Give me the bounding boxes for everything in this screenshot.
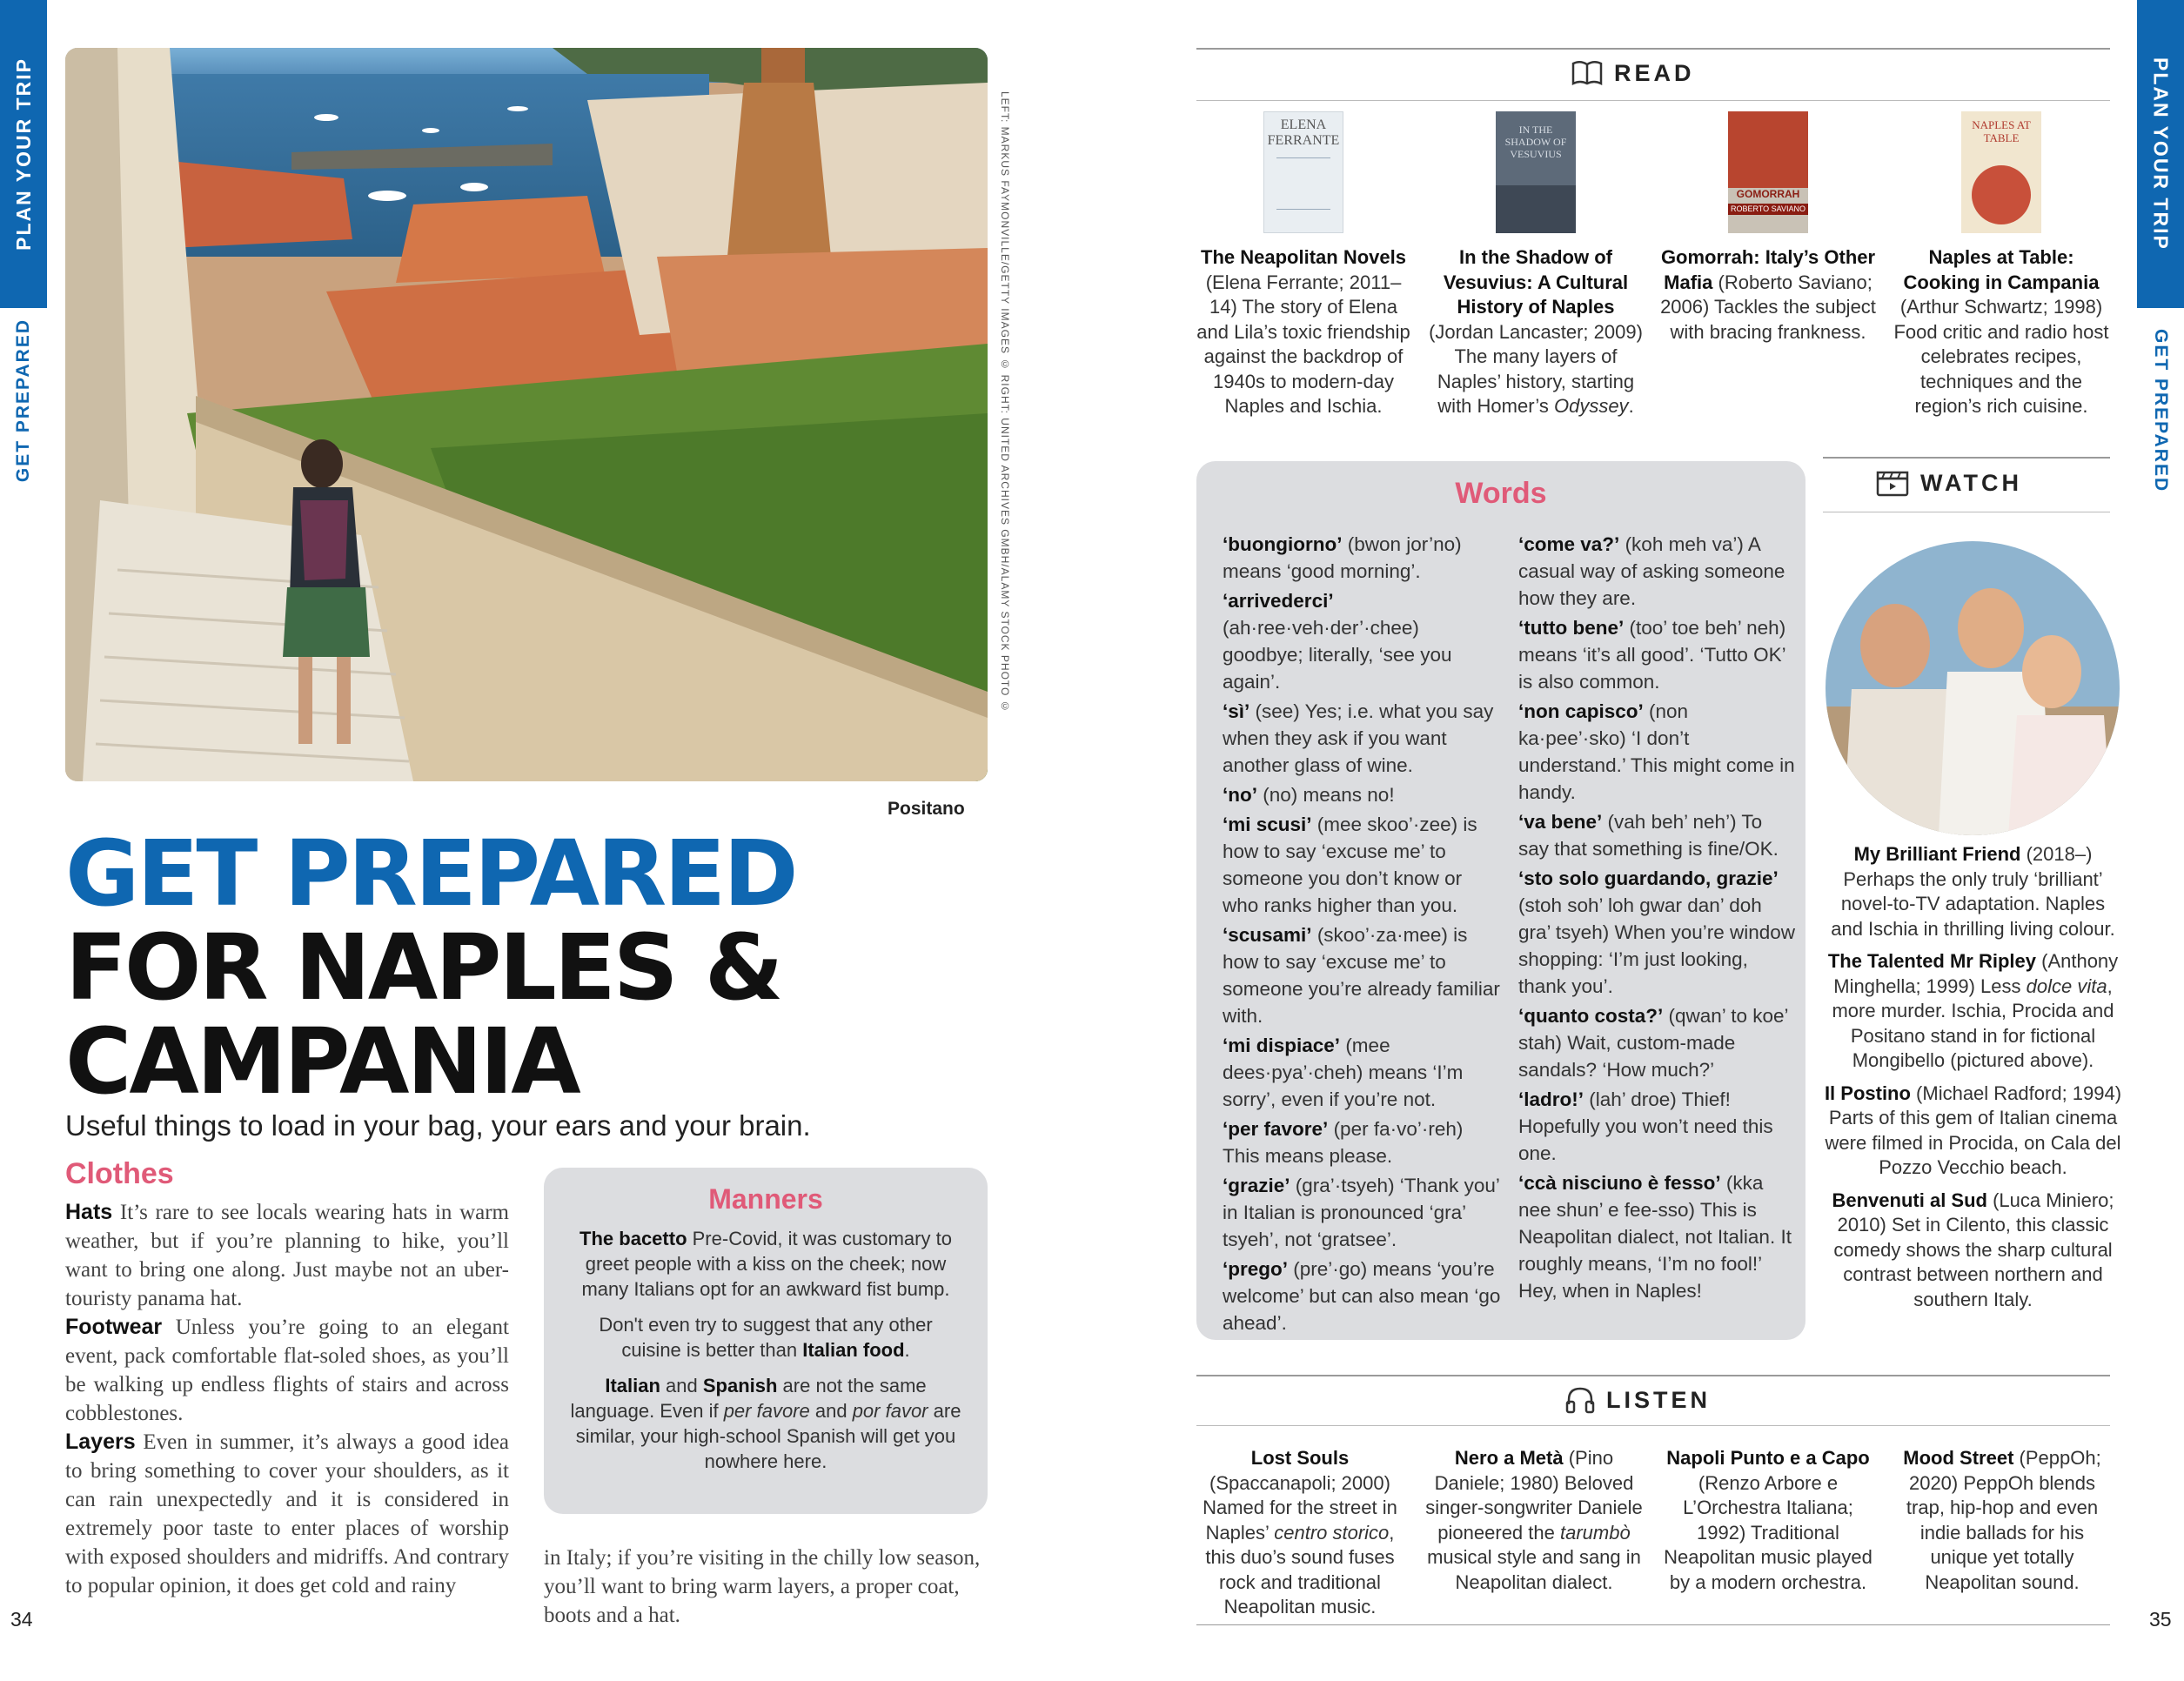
book-detail: (Elena Ferrante; 2011–14) The story of Elena and Lila’s toxic friendship against the backdrop of 1940s to modern-day Naples and Ischia. <box>1196 271 1410 417</box>
side-tab-sub-label: GET PREPARED <box>13 318 33 483</box>
listen-mid-rule <box>1196 1425 2110 1426</box>
word-desc: (mee skoo’·zee) is how to say ‘excuse me’ to someone you don’t know or who ranks higher than you. <box>1223 814 1477 916</box>
word-entry <box>1518 865 1797 1000</box>
side-tab-sub <box>2137 308 2184 499</box>
word-entry <box>1223 1032 1501 1113</box>
word-term: ‘ladro!’ <box>1518 1088 1584 1110</box>
watch-item <box>1823 949 2123 1074</box>
book-text <box>1195 245 1412 419</box>
book-cover-author: ROBERTO SAVIANO <box>1728 204 1808 215</box>
watch-item-detail: (2018–) Perhaps the only truly ‘brilliant’ novel-to-TV adaptation. Naples and Ischia in thrilling living colour. <box>1831 843 2115 940</box>
clapperboard-icon <box>1875 468 1910 498</box>
watch-item-italic: dolce vita <box>2026 974 2107 997</box>
word-entry <box>1223 811 1501 919</box>
word-desc: (lah’ droe) Thief! Hopefully you won’t need this one. <box>1518 1088 1773 1164</box>
side-tab-right <box>2137 0 2184 499</box>
watch-item-title: Benvenuti al Sud <box>1832 1189 1987 1211</box>
book-cover-text: ELENA FERRANTE <box>1267 117 1340 148</box>
word-entry <box>1518 1002 1797 1083</box>
words-column-left <box>1223 531 1501 1339</box>
book-text <box>1893 245 2110 419</box>
word-desc: (skoo’·za·mee) is how to say ‘excuse me’ to someone you’re already familiar with. <box>1223 924 1500 1027</box>
word-term: ‘prego’ <box>1223 1258 1289 1280</box>
watch-item-detail: (Anthony Minghella; 1999) Less <box>1833 950 2119 997</box>
listen-item-title: Mood Street <box>1903 1447 2014 1469</box>
word-term: ‘per favore’ <box>1223 1118 1329 1140</box>
word-desc: (koh meh va’) A casual way of asking someone how they are. <box>1518 533 1785 609</box>
word-desc: (kka nee shun’ e fee-sso) This is Neapolitan dialect, not Italian. It roughly means, ‘I’m no fool!’ Hey, when in Naples! <box>1518 1172 1792 1302</box>
word-term: ‘arrivederci’ <box>1223 590 1334 612</box>
manners-term: The bacetto <box>579 1228 687 1249</box>
listen-item-title: Lost Souls <box>1250 1447 1350 1469</box>
manners-term: Italian food <box>802 1339 905 1361</box>
words-title: Words <box>1455 477 1547 510</box>
listen-title: LISTEN <box>1606 1386 1712 1413</box>
word-entry <box>1223 587 1501 695</box>
word-entry <box>1223 1256 1501 1336</box>
book-cover-text: GOMORRAH <box>1736 188 1800 200</box>
book-cover-art <box>1496 185 1576 233</box>
read-top-rule <box>1196 48 2110 50</box>
word-entry <box>1223 698 1501 779</box>
manners-box <box>544 1168 988 1514</box>
clothes-item <box>65 1198 509 1313</box>
clothes-continued: in Italy; if you’re visiting in the chilly low season, you’ll want to bring warm layers, a proper coat, boots and a hat. <box>544 1546 981 1627</box>
word-term: ‘come va?’ <box>1518 533 1620 555</box>
clothes-desc: Unless you’re going to an elegant event, pack comfortable flat-soled shoes, as you’ll be walking up endless flights of stairs and across cobblestones. <box>65 1316 509 1425</box>
page-title-line-1: GET PREPARED <box>65 820 796 927</box>
watch-list <box>1823 842 2123 1320</box>
word-desc: (see) Yes; i.e. what you say when they ask if you want another glass of wine. <box>1223 700 1494 776</box>
read-title: READ <box>1614 59 1695 86</box>
word-desc: (stoh soh’ loh gwar dan’ doh gra’ tsyeh) When you’re window shopping: ‘I’m just looking, thank you’. <box>1518 894 1796 997</box>
intro-text: Useful things to load in your bag, your ears and your brain. <box>65 1109 811 1142</box>
watch-item-detail: , more murder. Ischia, Procida and Positano stand in for fictional Mongibello (pictured above). <box>1832 974 2114 1071</box>
book-cover <box>1728 111 1808 233</box>
photo-credit: LEFT: MARKUS FAYMONVILLE/GETTY IMAGES © RIGHT: UNITED ARCHIVES GMBH/ALAMY STOCK PHOTO © <box>999 91 1011 713</box>
manners-term: Spanish <box>702 1375 778 1396</box>
word-entry <box>1223 921 1501 1029</box>
clothes-term: Layers <box>65 1430 136 1454</box>
manners-desc: and <box>809 1400 853 1422</box>
word-term: ‘buongiorno’ <box>1223 533 1343 555</box>
manners-item <box>570 1373 961 1474</box>
book-text <box>1659 245 1877 345</box>
book-item <box>1893 111 2110 419</box>
watch-item <box>1823 1082 2123 1181</box>
listen-top-rule <box>1196 1375 2110 1376</box>
manners-item <box>570 1226 961 1302</box>
watch-item-title: My Brilliant Friend <box>1853 843 2021 865</box>
clothes-term: Footwear <box>65 1315 163 1339</box>
listen-bottom-rule <box>1196 1624 2110 1625</box>
book-title: In the Shadow of Vesuvius: A Cultural History of Naples <box>1443 246 1629 318</box>
word-term: ‘grazie’ <box>1223 1175 1290 1196</box>
manners-term: Italian <box>605 1375 660 1396</box>
manners-desc: are similar, your high-school Spanish will get you nowhere here. <box>575 1400 961 1472</box>
page-number-right: 35 <box>2149 1608 2172 1631</box>
word-term: ‘quanto costa?’ <box>1518 1005 1664 1027</box>
words-box <box>1196 461 1805 1340</box>
book-cover <box>1961 111 2041 233</box>
word-entry <box>1518 1086 1797 1167</box>
manners-desc: and <box>660 1375 703 1396</box>
film-still-photo <box>1826 541 2120 835</box>
word-term: ‘sto solo guardando, grazie’ <box>1518 867 1779 889</box>
word-entry <box>1223 1172 1501 1253</box>
listen-item-detail: , this duo’s sound fuses rock and traditional Neapolitan music. <box>1205 1521 1395 1617</box>
word-term: ‘ccà nisciuno è fesso’ <box>1518 1172 1721 1194</box>
book-cover-text: NAPLES AT TABLE <box>1972 118 2031 144</box>
book-cover-art <box>1728 111 1808 188</box>
manners-desc: are not the same language. Even if <box>570 1375 927 1422</box>
words-column-right <box>1518 531 1797 1307</box>
word-entry <box>1518 808 1797 862</box>
book-cover <box>1263 111 1343 233</box>
book-detail: (Arthur Schwartz; 1998) Food critic and radio host celebrates recipes, techniques and the region’s rich cuisine. <box>1893 296 2109 417</box>
clothes-desc: Even in summer, it’s always a good idea to bring something to cover your shoulders, as it can rain unexpectedly and it is considered in extremely poor taste to enter places of worship with exposed shoulders and midriffs. And contrary to popular opinion, it does get cold and rainy <box>65 1430 509 1597</box>
watch-title: WATCH <box>1920 469 2022 496</box>
listen-item-detail: (Pino Daniele; 1980) Beloved singer-songwriter Daniele pioneered the <box>1425 1447 1643 1544</box>
word-desc: (mee dees·pya’·cheh) means ‘I’m sorry’, even if you’re not. <box>1223 1035 1464 1110</box>
word-term: ‘sì’ <box>1223 700 1250 722</box>
listen-item <box>1191 1446 1409 1620</box>
book-title: Naples at Table: Cooking in Campania <box>1903 246 2100 293</box>
book-cover-art <box>1276 157 1330 210</box>
book-cover-text: IN THE SHADOW OF VESUVIUS <box>1504 124 1567 160</box>
clothes-item <box>65 1428 509 1600</box>
manners-italic: per favore <box>723 1400 810 1422</box>
listen-item-detail: (PeppOh; 2020) PeppOh blends trap, hip-hop and even indie ballads for his unique yet totally Neapolitan sound. <box>1906 1447 2101 1593</box>
word-entry <box>1518 698 1797 806</box>
word-entry <box>1518 531 1797 612</box>
manners-italic: por favor <box>852 1400 928 1422</box>
clothes-term: Hats <box>65 1200 113 1224</box>
word-entry <box>1223 1115 1501 1169</box>
read-bottom-rule <box>1196 100 2110 101</box>
book-item <box>1427 111 1645 419</box>
side-tab-sub <box>0 308 47 499</box>
listen-item-italic: centro storico <box>1274 1521 1390 1544</box>
photo-caption: Positano <box>888 799 965 819</box>
word-term: ‘va bene’ <box>1518 811 1603 833</box>
listen-heading <box>1564 1385 1711 1415</box>
word-desc: (no) means no! <box>1257 784 1395 806</box>
book-title: Gomorrah: Italy’s Other Mafia <box>1660 246 1876 293</box>
clothes-title: Clothes <box>65 1157 174 1190</box>
word-term: ‘non capisco’ <box>1518 700 1644 722</box>
page-title-line-3: CAMPANIA <box>65 1008 579 1115</box>
side-tab-sub-label: GET PREPARED <box>2151 329 2171 493</box>
book-cover <box>1496 111 1576 233</box>
watch-item-title: Il Postino <box>1824 1082 1911 1104</box>
listen-item <box>1425 1446 1643 1595</box>
word-term: ‘mi scusi’ <box>1223 814 1312 835</box>
watch-item-title: The Talented Mr Ripley <box>1827 950 2036 972</box>
side-tab-main-label: PLAN YOUR TRIP <box>2149 57 2173 251</box>
watch-item <box>1823 842 2123 941</box>
book-title: The Neapolitan Novels <box>1201 246 1406 268</box>
word-desc: (qwan’ to koe’ stah) Wait, custom-made sandals? ‘How much?’ <box>1518 1005 1788 1081</box>
positano-photo <box>65 48 988 781</box>
word-desc: (ah·ree·veh·der’·chee) goodbye; literally, ‘see you again’. <box>1223 617 1452 693</box>
page-number-left: 34 <box>10 1608 33 1631</box>
book-item <box>1659 111 1877 345</box>
book-icon <box>1571 59 1604 87</box>
clothes-item <box>65 1313 509 1428</box>
word-desc: (too’ toe beh’ neh) means ‘it’s all good’. ‘Tutto OK’ is also common. <box>1518 617 1786 693</box>
word-entry <box>1518 1169 1797 1304</box>
book-detail: (Jordan Lancaster; 2009) The many layers of Naples’ history, starting with Homer’s <box>1429 320 1643 417</box>
clothes-text <box>65 1198 509 1600</box>
listen-item <box>1659 1446 1877 1595</box>
watch-item-detail: (Luca Miniero; 2010) Set in Cilento, this classic comedy shows the sharp cultural contrast between northern and southern Italy. <box>1833 1189 2114 1310</box>
word-desc: (pre’·go) means ‘you’re welcome’ but can also mean ‘go ahead’. <box>1223 1258 1501 1334</box>
headphones-icon <box>1564 1385 1596 1415</box>
word-desc: (vah beh’ neh’) To say that something is fine/OK. <box>1518 811 1779 860</box>
book-cover-art <box>1972 165 2031 224</box>
listen-item-title: Nero a Metà <box>1454 1447 1564 1469</box>
manners-item <box>570 1312 961 1363</box>
listen-item-detail: musical style and sang in Neapolitan dialect. <box>1427 1546 1641 1593</box>
word-term: ‘scusami’ <box>1223 924 1312 946</box>
word-entry <box>1518 614 1797 695</box>
word-term: ‘no’ <box>1223 784 1257 806</box>
manners-desc: Pre-Covid, it was customary to greet people with a kiss on the cheek; now many Italians opt for an awkward fist bump. <box>581 1228 952 1300</box>
side-tab-left <box>0 0 47 499</box>
word-desc: (non ka·pee’·sko) ‘I don’t understand.’ This might come in handy. <box>1518 700 1795 803</box>
word-desc: (gra’·tsyeh) ‘Thank you’ in Italian is pronounced ‘gra’ tsyeh’, not ‘gratsee’. <box>1223 1175 1500 1250</box>
watch-item-detail: (Michael Radford; 1994) Parts of this gem of Italian cinema were filmed in Procida, on Cala del Pozzo Vecchio beach. <box>1825 1082 2122 1178</box>
listen-item <box>1893 1446 2111 1595</box>
book-detail-italic: Odyssey <box>1553 395 1629 417</box>
book-text <box>1427 245 1645 419</box>
side-tab-main-label: PLAN YOUR TRIP <box>11 57 35 251</box>
word-desc: (per fa·vo’·reh) This means please. <box>1223 1118 1464 1167</box>
book-detail: (Roberto Saviano; 2006) Tackles the subject with bracing frankness. <box>1660 271 1876 343</box>
manners-desc: Don't even try to suggest that any other cuisine is better than <box>599 1314 933 1361</box>
word-term: ‘tutto bene’ <box>1518 617 1625 639</box>
listen-item-detail: (Renzo Arbore e L’Orchestra Italiana; 1992) Traditional Neapolitan music played by a modern orchestra. <box>1664 1471 1872 1593</box>
watch-top-rule <box>1823 457 2110 459</box>
manners-desc: . <box>904 1339 910 1361</box>
watch-heading <box>1875 468 2022 498</box>
manners-title: Manners <box>708 1183 823 1215</box>
word-entry <box>1223 781 1501 808</box>
listen-item-italic: tarumbò <box>1559 1521 1631 1544</box>
watch-item <box>1823 1189 2123 1313</box>
listen-item-detail: (Spaccanapoli; 2000) Named for the street in Naples’ <box>1203 1471 1397 1544</box>
word-term: ‘mi dispiace’ <box>1223 1035 1341 1056</box>
word-desc: (bwon jor’no) means ‘good morning’. <box>1223 533 1462 582</box>
side-tab-main <box>2137 0 2184 308</box>
side-tab-main <box>0 0 47 308</box>
listen-item-title: Napoli Punto e a Capo <box>1666 1447 1870 1469</box>
book-detail: . <box>1628 395 1634 417</box>
page-title <box>65 820 796 1115</box>
clothes-desc: It’s rare to see locals wearing hats in warm weather, but if you’re planning to hike, you’ll want to bring one along. Just maybe not an uber-touristy panama hat. <box>65 1201 509 1310</box>
book-item <box>1195 111 1412 419</box>
read-heading <box>1571 59 1695 87</box>
word-entry <box>1223 531 1501 585</box>
page-title-line-2: FOR NAPLES & <box>65 914 781 1021</box>
